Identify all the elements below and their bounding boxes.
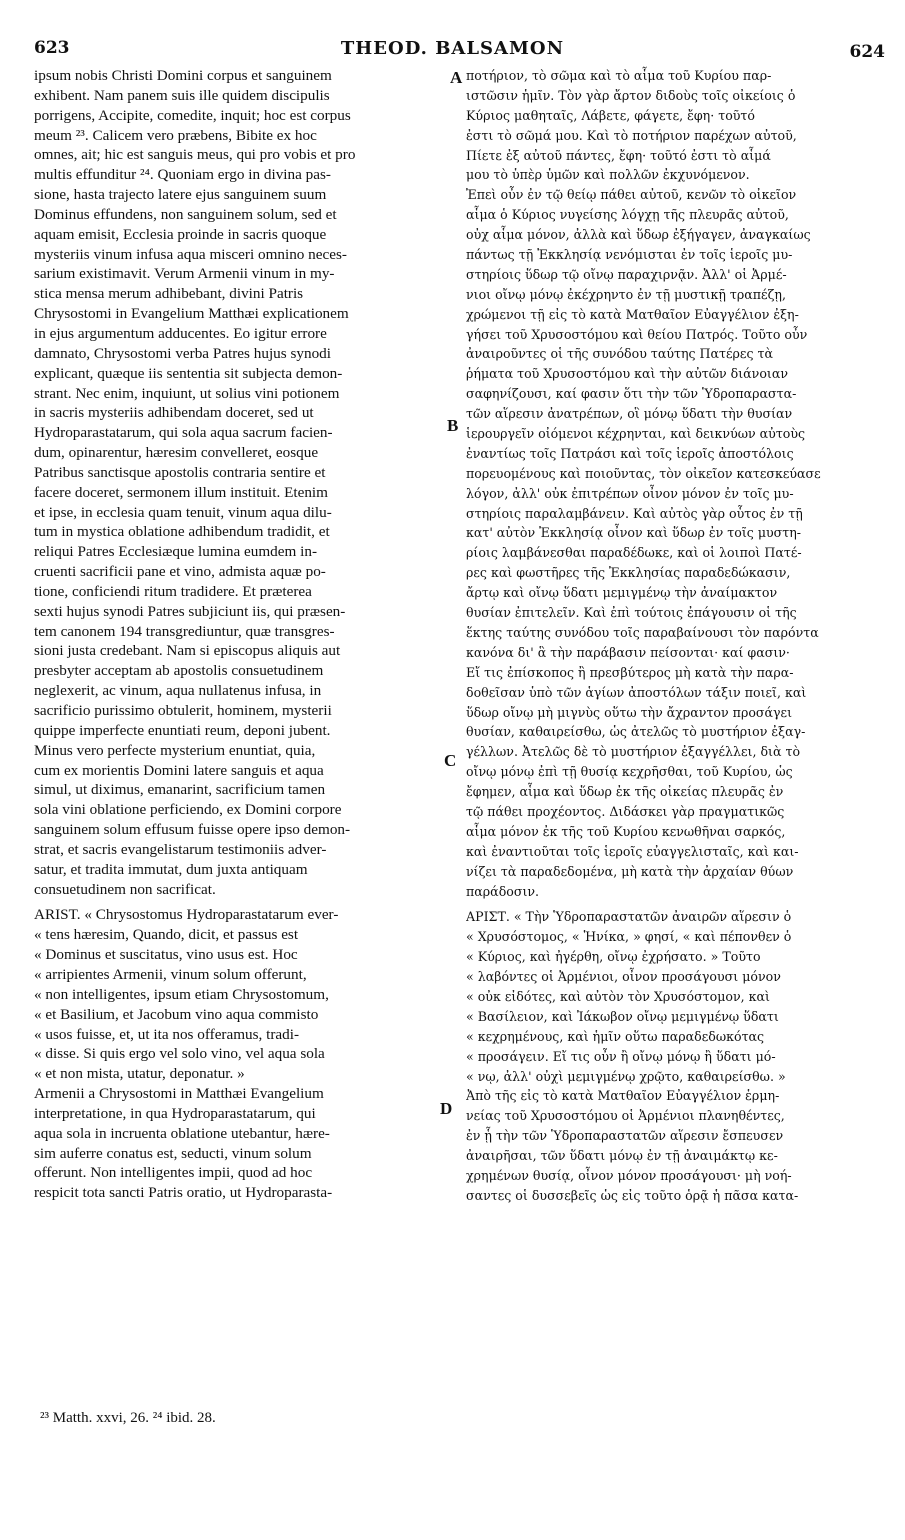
text-line: ἀναιροῦντες οἱ τῆς συνόδου ταύτης Πατέρες τὰ [466, 346, 773, 362]
text-line: λόγον, ἀλλ' οὐκ ἐπιτρέπων οἶνον μόνον ἐν τοῖς μυ- [466, 485, 794, 501]
text-line: in sacris mysteriis adhibendam doceret, sed ut [34, 404, 314, 422]
text-line: γέλλων. Ἀτελῶς δὲ τὸ μυστήριον ἐξαγγέλλει, διὰ τὸ [466, 744, 801, 760]
text-line: Ἐπεὶ οὖν ἐν τῷ θείῳ πάθει αὐτοῦ, κενῶν τὸ οἰκεῖον [466, 187, 797, 203]
margin-letter-c: C [444, 751, 457, 770]
text-line: οὐχ αἷμα μόνον, ἀλλὰ καὶ ὕδωρ ἐξήγαγεν, ἀναγκαίως [466, 227, 811, 243]
text-line: Patribus sanctisque apostolis contraria sentire et [34, 463, 326, 481]
text-line: ἔφημεν, αἷμα καὶ ὕδωρ ἐκ τῆς οἰκείας πλευρᾶς ἐν [466, 784, 784, 800]
text-line: et ipse, in ecclesia quam tenuit, vinum aqua dilu- [34, 503, 332, 521]
text-line: καὶ ἐναντιοῦται τοῖς ἱεροῖς εὐαγγελισταῖς, καὶ και- [466, 843, 799, 859]
text-line: sanguinem solum effusum fuisse opere ipso demon- [34, 821, 351, 839]
text-line: interpretatione, in qua Hydroparastatarum, qui [34, 1104, 316, 1122]
greek-column [466, 66, 891, 1206]
text-line: ARIST. « Chrysostomus Hydroparastatarum ever- [34, 906, 339, 924]
text-line: στηρίοις ὕδωρ τῷ οἴνῳ παραχιρνᾷν. Ἀλλ' οἱ Ἀρμέ- [466, 266, 787, 282]
text-line: ῥήματα τοῦ Χρυσοστόμου καὶ τὴν αὐτῶν διάνοιαν [466, 366, 789, 382]
text-line: « προσάγειν. Εἴ τις οὖν ἢ οἴνῳ μόνῳ ἢ ὕδατι μό- [466, 1048, 776, 1064]
text-line: Κύριος μαθηταῖς, Λάβετε, φάγετε, ἔφη· τοῦτό [466, 107, 755, 123]
text-line: Minus vero perfecte mysterium enuntiat, quia, [34, 741, 316, 759]
text-line: πορευομένους καὶ ποιοῦντας, τὸν οἰκεῖον κατεσκεύασε [466, 465, 821, 481]
text-line: « non intelligentes, ipsum etiam Chrysostomum, [34, 985, 329, 1003]
text-line: σαντες οἱ δυσσεβεῖς ὡς εἰς τοῦτο ὁρᾷ ἡ πᾶσα κατα- [466, 1187, 799, 1203]
text-line: τῶν αἵρεσιν ἀνατρέπων, οἳ μόνῳ ὕδατι τὴν θυσίαν [466, 406, 793, 422]
text-line: ἐστι τὸ σῶμά μου. Καὶ τὸ ποτήριον παρέχων αὐτοῦ, [466, 127, 797, 143]
text-line: mysteriis vinum infusa aqua misceri omnino neces- [34, 245, 347, 263]
text-line: χρώμενοι τῇ εἰς τὸ κατὰ Ματθαῖον Εὐαγγέλιον ἐξη- [466, 306, 799, 322]
text-line: exhibent. Nam panem suis ille quidem discipulis [34, 86, 330, 104]
margin-letter-a: A [450, 68, 463, 87]
text-line: « Κύριος, καὶ ἠγέρθη, οἴνῳ ἐχρήσατο. » Τοῦτο [466, 949, 761, 965]
running-title: THEOD. BALSAMON [340, 38, 565, 59]
text-line: ρες καὶ φωστῆρες τῆς Ἐκκλησίας παραδεδώκασιν, [466, 565, 791, 581]
text-line: tem canonem 194 transgrediuntur, quæ transgres- [34, 622, 335, 640]
text-line: « usos fuisse, et, ut ita nos offeramus, tradi- [34, 1025, 300, 1043]
footnotes: ²³ Matth. xxvi, 26. ²⁴ ibid. 28. [40, 1410, 216, 1426]
text-line: ἐν ᾗ τὴν τῶν Ὑδροπαραστατῶν αἵρεσιν ἔσπευσεν [466, 1128, 784, 1144]
text-line: τῷ πάθει προχέοντος. Διδάσκει γὰρ πραγματικῶς [466, 803, 785, 819]
text-line: reliqui Patres Ecclesiæque lumina eumdem in- [34, 543, 318, 561]
margin-letter-b: B [447, 416, 459, 435]
text-line: « οὐκ εἰδότες, καὶ αὐτὸν τὸν Χρυσόστομον, καὶ [466, 988, 770, 1004]
text-line: « disse. Si quis ergo vel solo vino, vel aqua sola [34, 1045, 325, 1063]
text-line: χρημένων θυσίᾳ, οἶνον μόνον προσάγουσι· μὴ νοή- [466, 1167, 792, 1183]
text-line: θυσίαν ἐπιτελεῖν. Καὶ ἐπὶ τούτοις ἐπάγουσιν οἱ τῆς [466, 605, 797, 621]
text-line: νείας τοῦ Χρυσοστόμου οἱ Ἀρμένιοι πλανηθέντες, [466, 1108, 785, 1124]
text-line: αἷμα ὁ Κύριος νυγείσης λόγχῃ τῆς πλευρᾶς αὐτοῦ, [466, 207, 789, 223]
margin-letter-d: D [440, 1099, 453, 1118]
text-line: ipsum nobis Christi Domini corpus et sanguinem [34, 67, 332, 84]
text-line: meum ²³. Calicem vero præbens, Bibite ex hoc [34, 126, 317, 144]
text-line: dum, opinarentur, hæresim convelleret, eosque [34, 444, 319, 462]
text-line: Hydroparastatarum, qui sola aqua sacrum facien- [34, 424, 333, 442]
text-line: δοθεῖσαν ὑπὸ τῶν ἁγίων ἀποστόλων τάξιν ποιεῖ, καὶ [466, 684, 807, 700]
text-line: κανόνα δι' ἃ τὴν παράβασιν πείσονται· καί φασιν· [466, 644, 790, 660]
text-line: μου τὸ ὑπὲρ ὑμῶν καὶ πολλῶν ἐκχυνόμενον. [466, 167, 750, 183]
text-line: consuetudinem non sacrificat. [34, 880, 216, 898]
text-line: ὕδωρ οἴνῳ μὴ μιγνὺς οὕτω τὴν ἄχραντον προσάγει [466, 704, 793, 720]
text-line: strant. Nec enim, inquiunt, ut solius vini potionem [34, 384, 340, 402]
text-line: sarium existimavit. Verum Armenii vinum in my- [34, 265, 335, 283]
text-line: simul, ut diximus, emanarint, sacrificium tamen [34, 781, 326, 799]
text-line: in ejus argumentum adducentes. Eo igitur errore [34, 324, 327, 342]
text-line: Πίετε ἐξ αὐτοῦ πάντες, ἔφη· τοῦτό ἐστι τὸ αἷμά [466, 147, 771, 163]
text-line: ιστῶσιν ἡμῖν. Τὸν γὰρ ἄρτον διδοὺς τοῖς οἰκείοις ὁ [466, 87, 796, 103]
text-line: Dominus effundens, non sanguinem solum, sed et [34, 205, 337, 223]
text-line: « λαβόντες οἱ Ἀρμένιοι, οἶνον προσάγουσι μόνον [466, 969, 781, 985]
page-header [0, 0, 905, 70]
text-line: κατ' αὐτὸν Ἐκκλησίᾳ οἶνον καὶ ὕδωρ ἐν τοῖς μυστη- [466, 525, 802, 541]
text-line: γήσει τοῦ Χρυσοστόμου καὶ θείου Πατρός. Τοῦτο οὖν [466, 326, 808, 342]
text-line: « Χρυσόστομος, « Ἡνίκα, » φησί, « καὶ πέπονθεν ὁ [466, 929, 792, 945]
page-number-right: 624 [849, 42, 885, 62]
text-line: respicit tota sancti Patris oratio, ut Hydroparasta- [34, 1184, 333, 1202]
text-line: ἱερουργεῖν οἰόμενοι κέχρηνται, καὶ δεικνύων αὐτοὺς [466, 426, 806, 442]
text-line: aquam emisit, Ecclesia proinde in sacris quoque [34, 225, 327, 243]
text-line: stica mensa merum adhibebant, divini Patris [34, 285, 304, 303]
text-line: « tens hæresim, Quando, dicit, et passus est [34, 926, 299, 944]
text-line: οἴνῳ μόνῳ ἐπὶ τῇ θυσίᾳ κεχρῆσθαι, τοῦ Κυρίου, ὡς [466, 764, 793, 780]
text-line: « Dominus et suscitatus, vino usus est. Hoc [34, 946, 298, 964]
text-line: satur, et tradita immutat, dum juxta antiquam [34, 860, 308, 878]
text-line: sioni justa credebant. Nam si episcopus aliquis aut [34, 642, 341, 660]
text-line: explicant, quæque iis sententia sit subjecta demon- [34, 364, 343, 382]
text-line: νιοι οἴνῳ μόνῳ ἐκέχρηντο ἐν τῇ μυστικῇ τραπέζῃ, [466, 286, 786, 302]
text-line: στηρίοις παραλαμβάνειν. Καὶ αὐτὸς γὰρ οὗτος ἐν τῇ [466, 505, 803, 521]
text-line: porrigens, Accipite, comedite, inquit; hoc est corpus [34, 106, 351, 124]
text-line: σαφηνίζουσι, καί φασιν ὅτι τὴν τῶν Ὑδροπαραστα- [466, 386, 797, 402]
text-line: sacrificio purissimo obtulerit, hominem, mysterii [34, 702, 332, 719]
text-line: sim auferre conatus est, seducti, vinum solum [34, 1144, 312, 1162]
text-line: « Βασίλειον, καὶ Ἰάκωβον οἴνῳ μεμιγμένῳ ὕδατι [466, 1008, 779, 1024]
text-line: « νῳ, ἀλλ' οὐχὶ μεμιγμένῳ χρῷτο, καθαιρείσθω. » [466, 1068, 786, 1084]
text-line: omnes, ait; hic est sanguis meus, qui pro vobis et pro [34, 146, 356, 164]
text-line: Εἴ τις ἐπίσκοπος ἢ πρεσβύτερος μὴ κατὰ τὴν παρα- [466, 664, 794, 680]
text-line: ρίοις λαμβάνεσθαι παραδέδωκε, καὶ οἱ λοιποὶ Πατέ- [466, 545, 802, 561]
text-line: presbyter acceptam ab apostolis consuetudinem [34, 662, 324, 680]
latin-column [34, 66, 446, 1203]
text-line: ἕκτης ταύτης συνόδου τοῖς παραβαίνουσι τὸν παρόντα [466, 624, 819, 640]
text-line: αἷμα μόνον ἐκ τῆς τοῦ Κυρίου κενωθῆναι σαρκός, [466, 823, 786, 839]
page-number-left: 623 [34, 38, 70, 58]
text-line: damnato, Chrysostomi verba Patres hujus synodi [34, 344, 331, 362]
text-line: cruenti sacrificii pane et vino, admista aquæ po- [34, 563, 326, 581]
text-line: sione, hasta trajecto latere ejus sanguinem suum [34, 186, 327, 204]
text-line: neglexerit, ac vinum, aqua nullatenus infusa, in [34, 682, 322, 700]
text-line: ἄρτῳ καὶ οἴνῳ ὕδατι μεμιγμένῳ τὴν ἀναίμακτον [466, 585, 778, 601]
text-line: ΑΡΙΣΤ. « Τὴν Ὑδροπαραστατῶν ἀναιρῶν αἵρεσιν ὁ [466, 909, 792, 925]
text-line: « arripientes Armenii, vinum solum offerunt, [34, 965, 307, 983]
text-line: quippe imperfecte enuntiati reum, deponi jubent. [34, 721, 331, 739]
text-line: παράδοσιν. [466, 883, 540, 899]
text-line: πάντως τῇ Ἐκκλησίᾳ νενόμισται ἐν τοῖς ἱεροῖς μυ- [466, 247, 793, 263]
text-line: sexti hujus synodi Patres subjiciunt iis, qui præsen- [34, 602, 346, 620]
text-line: sola vini oblatione perficiendo, ex Domini corpore [34, 801, 342, 819]
text-line: « κεχρημένους, καὶ ἡμῖν οὕτω παραδεδωκότας [466, 1028, 765, 1044]
text-line: aqua sola in incruenta oblatione utebantur, hære- [34, 1124, 330, 1142]
text-line: ποτήριον, τὸ σῶμα καὶ τὸ αἷμα τοῦ Κυρίου παρ- [466, 68, 772, 83]
text-line: Ἀπὸ τῆς εἰς τὸ κατὰ Ματθαῖον Εὐαγγέλιον ἑρμη- [466, 1088, 780, 1104]
text-line: « et Basilium, et Jacobum vino aqua commisto [34, 1005, 319, 1023]
text-line: multis effunditur ²⁴. Quoniam ergo in divina pas- [34, 166, 331, 184]
text-line: θυσίαν, καθαιρείσθω, ὡς ἀτελῶς τὸ μυστήριον ἐξαγ- [466, 724, 806, 740]
text-line: tione, conficiendi ritum tradidere. Et præterea [34, 582, 312, 600]
text-line: offerunt. Non intelligentes impii, quod ad hoc [34, 1164, 313, 1182]
text-line: ἐναντίως τοῖς Πατράσι καὶ τοῖς ἱεροῖς ἀποστόλοις [466, 445, 794, 461]
text-line: νίζει τὰ παραδεδομένα, μὴ κατὰ τὴν ἀρχαίαν θύων [466, 863, 794, 879]
text-line: Chrysostomi in Evangelium Matthæi explicationem [34, 305, 349, 323]
text-line: Armenii a Chrysostomi in Matthæi Evangelium [34, 1085, 324, 1103]
text-line: ἀναιρῆσαι, τῶν ὕδατι μόνῳ ἐν τῇ ἀναιμάκτῳ κε- [466, 1148, 778, 1164]
text-line: tum in mystica oblatione adhibendum tradidit, et [34, 523, 330, 541]
text-line: facere doceret, sermonem illum instituit. Etenim [34, 483, 328, 501]
text-line: strat, et sacris evangelistarum testimoniis adver- [34, 840, 327, 858]
text-line: cum ex morientis Domini latere sanguis et aqua [34, 761, 324, 779]
text-line: « et non mista, utatur, deponatur. » [34, 1065, 245, 1083]
